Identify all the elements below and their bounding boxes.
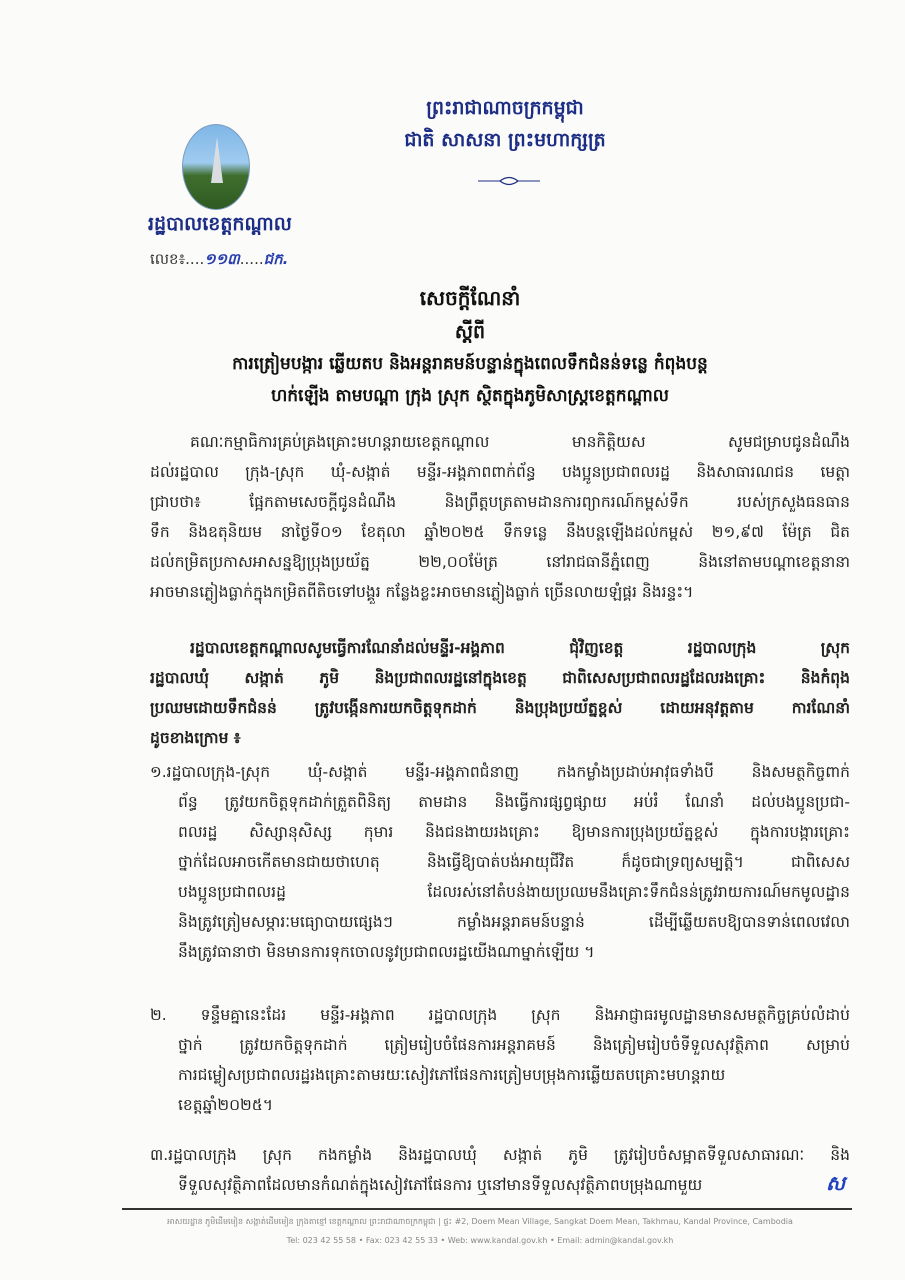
- about-label: ស្ដីពី: [454, 321, 486, 343]
- kingdom-heading: ព្រះរាជាណាចក្រកម្ពុជា: [426, 97, 584, 119]
- text-line: ដូចខាងក្រោម ៖: [150, 729, 241, 747]
- text-line: គណៈកម្មាធិការគ្រប់គ្រងគ្រោះមហន្តរាយខេត្តកណ្ដាល មានកិត្តិយស សូមជម្រាបជូនដំណឹង: [190, 433, 850, 451]
- list-item-2: [150, 1000, 850, 1120]
- text-line: ពលរដ្ឋ សិស្សានុសិស្ស កុមារ និងជនងាយរងគ្រោះ ឱ្យមានការប្រុងប្រយ័ត្នខ្ពស់ ក្នុងការបង្ការគ្រោះ: [178, 823, 850, 841]
- ref-number: ១១៣: [204, 250, 240, 268]
- footer-address: អាសយដ្ឋាន ភូមិដើមមៀន សង្កាត់ដើមមៀន ក្រុងតាខ្មៅ ខេត្តកណ្ដាល ព្រះរាជាណាចក្រកម្ពុជា | ផ្ទះ #2, Doem Mean Village, Sangkat Doem Mean, Takhmau, Kandal Province, Cambodia: [167, 1217, 793, 1226]
- text-line: ជ្រាបថា៖ ផ្អែកតាមសេចក្ដីជូនដំណឹង និងព្រឹត្តបត្រតាមដានការព្យាករណ៍កម្ពស់ទឹក របស់ក្រសួងធនធាន: [150, 493, 850, 511]
- subject-line-1: ការត្រៀមបង្ការ ឆ្លើយតប និងអន្តរាគមន៍បន្ទាន់ក្នុងពេលទឹកជំនន់ទន្លេ កំពុងបន្ត: [232, 354, 708, 374]
- kandal-province-logo: [182, 124, 250, 210]
- text-line: រដ្ឋបាលឃុំ សង្កាត់ ភូមិ និងប្រជាពលរដ្ឋនៅក្នុងខេត្ត ជាពិសេសប្រជាពលរដ្ឋដែលរងគ្រោះ និងកំពុង: [150, 669, 850, 687]
- national-motto: ជាតិ សាសនា ព្រះមហាក្សត្រ: [404, 129, 606, 151]
- list-item-1: [150, 757, 850, 967]
- text-line: ថ្នាក់ ត្រូវយកចិត្តទុកដាក់ ត្រៀមរៀបចំផែនការអន្តរាគមន៍ និងត្រៀមរៀបចំទីទួលសុវត្ថិភាព សម្រាប់: [178, 1036, 850, 1054]
- ornament-divider-icon: [478, 176, 540, 186]
- document-type: សេចក្ដីណែនាំ: [419, 286, 521, 310]
- text-line: អាចមានភ្លៀងធ្លាក់ក្នុងកម្រិតពីតិចទៅបង្គួរ កន្លែងខ្លះអាចមានភ្លៀងធ្លាក់ ច្រើនលាយឡំផ្គរ និងរន្ទះ។: [150, 583, 694, 601]
- text-line: ១.រដ្ឋបាលក្រុង-ស្រុក ឃុំ-សង្កាត់ មន្ទីរ-អង្គភាពជំនាញ កងកម្លាំងប្រដាប់អាវុធទាំងបី និងសមត្ថកិច្ចពាក់: [150, 763, 850, 781]
- list-item-3: [150, 1140, 850, 1200]
- text-line: ប្រឈមដោយទឹកជំនន់ ត្រូវបង្កើនការយកចិត្តទុកដាក់ និងប្រុងប្រយ័ត្នខ្ពស់ ដោយអនុវត្តតាម ការណែនាំ: [150, 699, 850, 717]
- footer-contact: Tel: 023 42 55 58 • Fax: 023 42 55 33 • Web: www.kandal.gov.kh • Email: admin@kandal.gov.kh: [286, 1236, 674, 1245]
- text-line: ដល់រដ្ឋបាល ក្រុង-ស្រុក ឃុំ-សង្កាត់ មន្ទីរ-អង្គភាពពាក់ព័ន្ធ បងប្អូនប្រជាពលរដ្ឋ និងសាធារណជន មេត្តា: [150, 463, 850, 481]
- ref-dots: .....: [239, 250, 264, 268]
- text-line: ៣.រដ្ឋបាលក្រុង ស្រុក កងកម្លាំង និងរដ្ឋបាលឃុំ សង្កាត់ ភូមិ ត្រូវរៀបចំសម្អាតទីទួលសាធារណៈ និង: [150, 1146, 850, 1164]
- ref-label: លេខ៖....: [150, 250, 205, 268]
- paragraph-directive: [150, 633, 850, 753]
- issuing-authority: រដ្ឋបាលខេត្តកណ្ដាល: [148, 213, 292, 235]
- text-line: នឹងត្រូវធានាថា មិនមានការទុកចោលនូវប្រជាពលរដ្ឋយើងណាម្នាក់ឡើយ ។: [178, 943, 595, 961]
- text-line: រដ្ឋបាលខេត្តកណ្ដាលសូមធ្វើការណែនាំដល់មន្ទីរ-អង្គភាព ជុំវិញខេត្ត រដ្ឋបាលក្រុង ស្រុក: [190, 639, 850, 657]
- text-line: និងត្រូវត្រៀមសម្ភារៈមធ្យោបាយផ្សេងៗ កម្លាំងអន្តរាគមន៍បន្ទាន់ ដើម្បីឆ្លើយតបឱ្យបានទាន់ពេលវេលា: [178, 913, 850, 931]
- reference-number: [150, 250, 288, 272]
- paragraph-intro: [150, 427, 850, 607]
- text-line: ថ្នាក់ដែលអាចកើតមានជាយថាហេតុ និងធ្វើឱ្យបាត់បង់អាយុជីវិត ក៏ដូចជាទ្រព្យសម្បត្តិ។ ជាពិសេស: [178, 853, 850, 871]
- text-line: ព័ន្ធ ត្រូវយកចិត្តទុកដាក់ត្រួតពិនិត្យ តាមដាន និងធ្វើការផ្សព្វផ្សាយ អប់រំ ណែនាំ ដល់បងប្អូនប្រជា-: [178, 793, 850, 811]
- subject-line-2: ហក់ឡើង តាមបណ្ដា ក្រុង ស្រុក ស្ថិតក្នុងភូមិសាស្ត្រខេត្តកណ្ដាល: [271, 386, 669, 406]
- text-line: ទឹក និងឧតុនិយម នាថ្ងៃទី០១ ខែតុលា ឆ្នាំ២០២៥ ទឹកទន្លេ នឹងបន្តឡើងដល់កម្ពស់ ២១,៩៧ ម៉ែត្រ ជិត: [150, 523, 850, 541]
- footer-divider: [122, 1208, 852, 1210]
- text-line: ខេត្តឆ្នាំ២០២៥។: [178, 1096, 273, 1114]
- handwritten-initials: ស: [826, 1171, 846, 1195]
- ref-suffix: ជក.: [263, 250, 289, 268]
- text-line: ទីទួលសុវត្ថិភាពដែលមានកំណត់ក្នុងសៀវភៅផែនការ ឬនៅមានទីទួលសុវត្ថិភាពបម្រុងណាមួយ: [178, 1176, 703, 1194]
- text-line: ២. ទន្ទឹមគ្នានេះដែរ មន្ទីរ-អង្គភាព រដ្ឋបាលក្រុង ស្រុក និងអាជ្ញាធរមូលដ្ឋានមានសមត្ថកិច្ចគ្រប់លំដាប់: [150, 1006, 850, 1024]
- text-line: ដល់កម្រិតប្រកាសអាសន្នឱ្យប្រុងប្រយ័ត្ន ២២,០០ម៉ែត្រ នៅរាជធានីភ្នំពេញ និងនៅតាមបណ្ដាខេត្តនានា: [150, 553, 850, 571]
- text-line: ការជម្លៀសប្រជាពលរដ្ឋរងគ្រោះតាមរយៈសៀវភៅផែនការត្រៀមបម្រុងការឆ្លើយតបគ្រោះមហន្តរាយ: [178, 1066, 726, 1084]
- text-line: បងប្អូនប្រជាពលរដ្ឋ ដែលរស់នៅតំបន់ងាយប្រឈមនឹងគ្រោះទឹកជំនន់ត្រូវរាយការណ៍មកមូលដ្ឋាន: [178, 883, 850, 901]
